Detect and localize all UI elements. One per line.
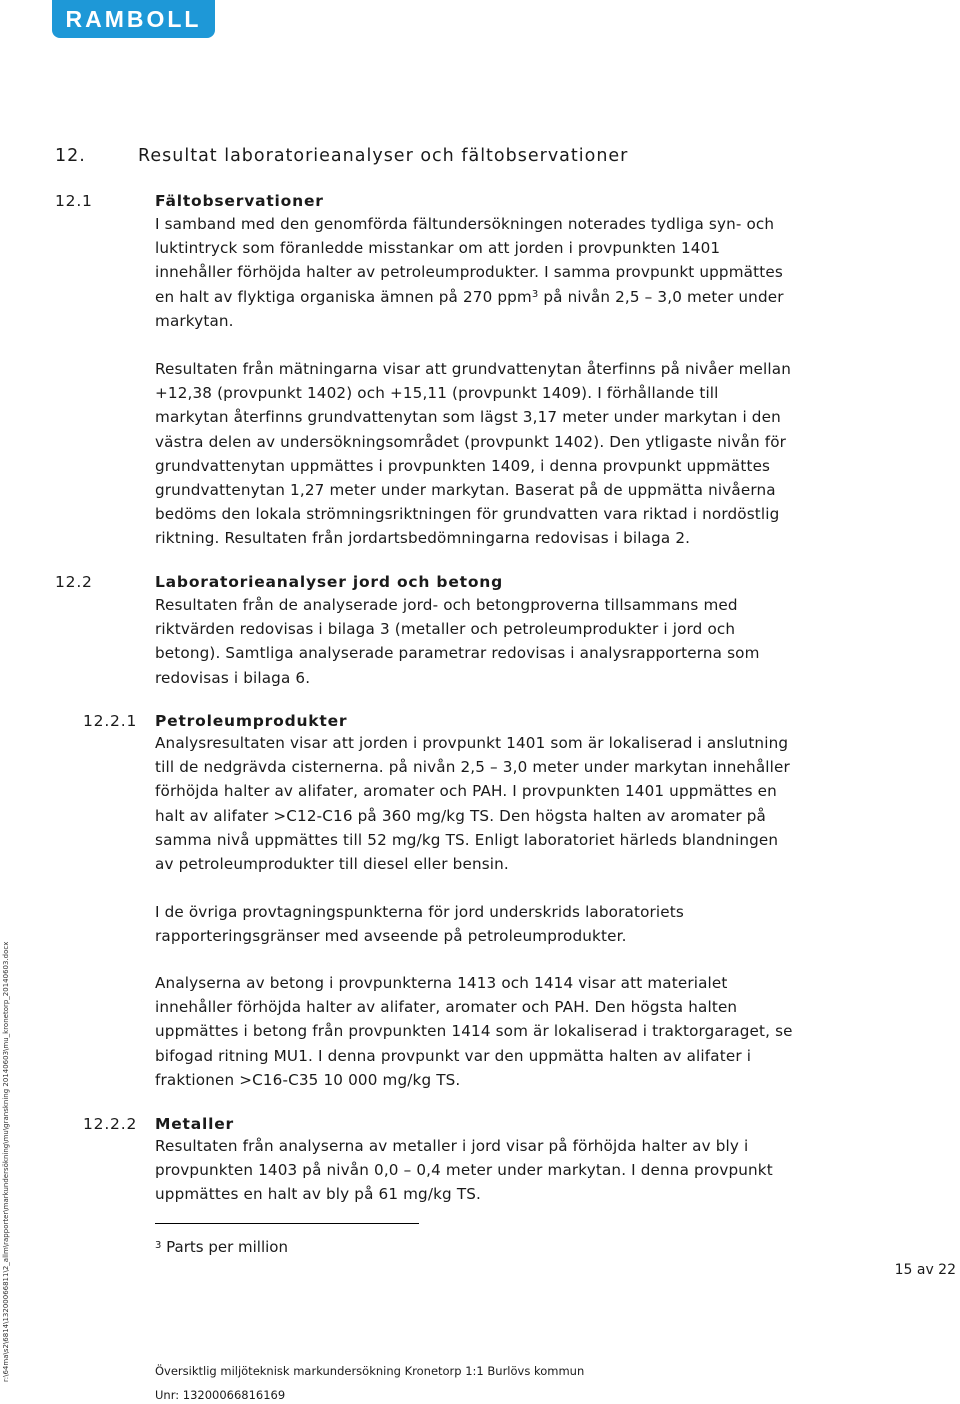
file-path: r:\64ma\s2\6814\13200066811\2_allm\rapporter\markundersökning\mu\granskning 20140603\mu_kronetorp_20140603.docx: [2, 941, 10, 1382]
subsection-heading-12-2-1: [83, 712, 137, 730]
text-line: fraktionen >C16-C35 10 000 mg/kg TS.: [155, 1070, 461, 1089]
text-line: redovisas i bilaga 6.: [155, 668, 311, 687]
text-line: Resultaten från mätningarna visar att grundvattenytan återfinns på nivåer mellan: [155, 360, 791, 378]
section-number: 12.: [55, 146, 86, 166]
paragraph-12-2-1-b: [155, 900, 684, 948]
text-span: på nivån 2,5 – 3,0 meter under: [538, 287, 784, 306]
text-line: innehåller förhöjda halter av petroleumprodukter. I samma provpunkt uppmättes: [155, 263, 783, 282]
text-line: halt av alifater >C12-C16 på 360 mg/kg TS. Den högsta halten av aromater på: [155, 806, 766, 825]
text-line: förhöjda halter av alifater, aromater och PAH. I provpunkten 1401 uppmättes en: [155, 782, 777, 801]
text-line: bifogad ritning MU1. I denna provpunkt var den uppmätta halten av alifater i: [155, 1046, 752, 1065]
text-line: grundvattenytan 1,27 meter under markytan. Baserat på de uppmätta nivåerna: [155, 480, 776, 499]
text-line: innehåller förhöjda halter av alifater, aromater och PAH. Den högsta halten: [155, 998, 738, 1017]
paragraph-12-2-1-a: [155, 731, 790, 876]
text-line: I de övriga provtagningspunkterna för jord underskrids laboratoriets: [155, 903, 684, 921]
subsection-heading-12-2: [55, 573, 93, 591]
subsection-number: 12.1: [55, 192, 93, 210]
footnote-separator: [155, 1223, 419, 1224]
subsection-title-12-2-2: Metaller: [155, 1115, 234, 1133]
text-line: +12,38 (provpunkt 1402) och +15,11 (provpunkt 1409). I förhållande till: [155, 384, 719, 403]
paragraph-12-2-2: [155, 1134, 773, 1207]
text-line: uppmättes i betong från provpunkten 1414 som är lokaliserad i traktorgaraget, se: [155, 1022, 793, 1041]
text-line: Resultaten från de analyserade jord- och betongproverna tillsammans med: [155, 596, 738, 614]
paragraph-12-2-1-c: [155, 971, 793, 1092]
text-line: grundvattenytan uppmättes i provpunkten 1409, i denna provpunkt uppmättes: [155, 456, 771, 475]
text-line: riktning. Resultaten från jordartsbedömningarna redovisas i bilaga 2.: [155, 529, 691, 548]
text-line: uppmättes en halt av bly på 61 mg/kg TS.: [155, 1185, 482, 1204]
text-line: västra delen av undersökningsområdet (provpunkt 1402). Den ytligaste nivån för: [155, 432, 787, 451]
text-span: en halt av flyktiga organiska ämnen på 270 ppm: [155, 287, 532, 306]
footnote-text: Parts per million: [161, 1238, 288, 1256]
paragraph-12-1-a: [155, 212, 784, 333]
text-line: till de nedgrävda cisternerna. på nivån 2,5 – 3,0 meter under markytan innehåller: [155, 758, 790, 777]
footer-unr: Unr: 13200066816169: [155, 1388, 286, 1402]
text-line: Analyserna av betong i provpunkterna 1413 och 1414 visar att materialet: [155, 974, 728, 992]
text-line: riktvärden redovisas i bilaga 3 (metaller och petroleumprodukter i jord och: [155, 620, 736, 639]
text-line: luktintryck som föranledde misstankar om att jorden i provpunkten 1401: [155, 239, 721, 258]
text-line: provpunkten 1403 på nivån 0,0 – 0,4 meter under markytan. I denna provpunkt: [155, 1161, 773, 1180]
section-heading-12: [55, 146, 855, 170]
text-line: markytan återfinns grundvattenytan som lägst 3,17 meter under markytan i den: [155, 408, 781, 427]
subsection-heading-12-1: [55, 192, 93, 210]
footnote-marker: 3: [531, 288, 539, 300]
text-line: Resultaten från analyserna av metaller i jord visar på förhöjda halter av bly i: [155, 1137, 749, 1155]
subsection-number: 12.2.1: [83, 712, 138, 730]
text-line: av petroleumprodukter till diesel eller bensin.: [155, 854, 509, 873]
footnote-marker: 3: [155, 1240, 162, 1251]
text-line: I samband med den genomförda fältundersökningen noterades tydliga syn- och: [155, 215, 775, 233]
subsection-heading-12-2-2: [83, 1115, 137, 1133]
section-title: Resultat laboratorieanalyser och fältobservationer: [138, 146, 629, 166]
ramboll-logo: RAMBOLL: [52, 0, 215, 38]
text-line: [155, 285, 784, 309]
text-line: samma nivå uppmättes till 52 mg/kg TS. Enligt laboratoriet härleds blandningen: [155, 830, 779, 849]
subsection-title-12-2: Laboratorieanalyser jord och betong: [155, 573, 504, 591]
subsection-title-12-1: Fältobservationer: [155, 192, 324, 210]
text-line: rapporteringsgränser med avseende på petroleumprodukter.: [155, 927, 627, 946]
paragraph-12-2: [155, 593, 760, 690]
text-line: betong). Samtliga analyserade parametrar redovisas i analysrapporterna som: [155, 644, 760, 663]
subsection-title-12-2-1: Petroleumprodukter: [155, 712, 348, 730]
paragraph-12-1-b: [155, 357, 791, 551]
footer-title: Översiktlig miljöteknisk markundersökning Kronetorp 1:1 Burlövs kommun: [155, 1364, 585, 1378]
subsection-number: 12.2.2: [83, 1115, 138, 1133]
footnote: [155, 1238, 288, 1256]
page-number: 15 av 22: [894, 1262, 956, 1278]
text-line: Analysresultaten visar att jorden i provpunkt 1401 som är lokaliserad i anslutning: [155, 734, 789, 752]
text-line: markytan.: [155, 311, 234, 330]
text-line: bedöms den lokala strömningsriktningen för grundvatten vara riktad i nordöstlig: [155, 505, 780, 524]
subsection-number: 12.2: [55, 573, 93, 591]
